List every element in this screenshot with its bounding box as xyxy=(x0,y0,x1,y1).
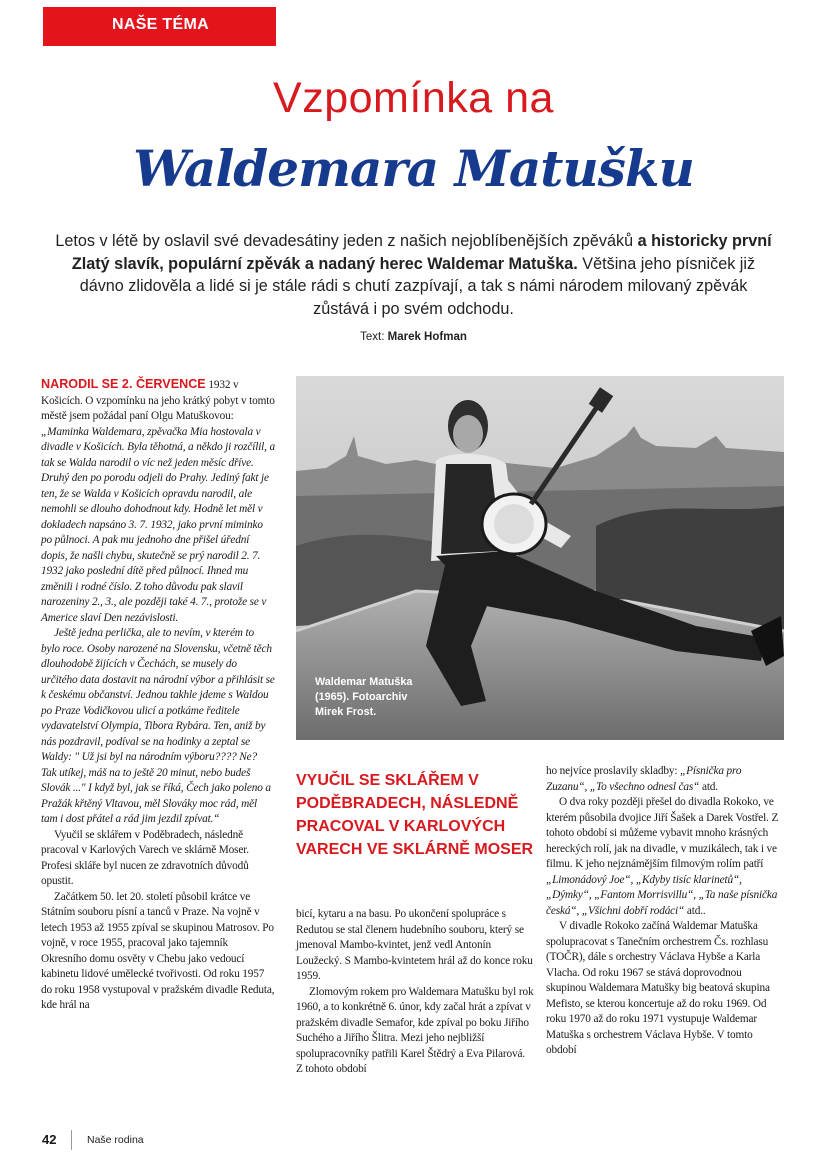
photo-caption: Waldemar Matuška (1965). Fotoarchiv Mirek Frost. xyxy=(315,676,413,718)
paragraph: bicí, kytaru a na basu. Po ukončení spolupráce s Redutou se stal členem hudebního souboru, který se jmenoval Mambo-kvintet, jenž vedl Antonín Loužecký. S Mambo-kvintetem hrál až do konce roku 1959. xyxy=(296,908,533,982)
lead-text-2: Většina jeho písniček již dávno zlidověla a lidé si je stále rádi s chutí zazpívají, a tak s námi národem milovaný zpěvák zůstává i po svém odchodu. xyxy=(79,254,756,318)
quote-text: „Maminka Waldemara, zpěvačka Mia hostovala v divadle v Košicích. Byla těhotná, a někdo ji rozčílil, a tak se Walda narodil o víc než jeden měsíc dříve. Druhý den po porodu odjeli do Prahy. Jediný fakt je ten, že se Walda v Košicích opravdu narodil, ale nemohli se dlouho dohodnout kdy. Hodně let měl v dokladech napsáno 3. 7. 1932, jako první miminko po půlnoci. A pak mu jednoho dne přišel úřední dopis, že našli chybu, skutečně se prý narodil 2. 7. 1932 jako poslední dítě před půlnocí. Ihned mu změnili i rodné číslo. Z toho důvodu pak slavil narozeniny 2., 3., ale později také 4. 7., protože se v Americe slaví Den nezávislosti. xyxy=(41,425,276,624)
paragraph-text: atd.. xyxy=(684,904,706,917)
song-titles: „Písnička pro Zuzanu“, „To všechno odnesl čas“ xyxy=(546,765,742,793)
paragraph-text: ho nejvíce proslavily skladby: xyxy=(546,765,681,777)
paragraph-text: O dva roky později přešel do divadla Rokoko, ve kterém působila dvojice Jiří Šašek a Darek Vostřel. Z tohoto období si můžeme vybavit mnoho krásných hereckých rolí, jak na divadle, v muzikálech, tak i ve filmu. K jeho nejznámějším filmovým rolím patří xyxy=(546,796,779,870)
paragraph: Začátkem 50. let 20. století působil krátce ve Státním souboru písní a tanců v Praze. Na vojně v letech 1953 až 1955 zpíval se skupinou Matrosov. Po vojně, v roce 1955, pracoval jako tajemník Okresního domu osvěty v Chebu jako vedoucí kabinetu lidové umělecké tvořivosti. Od roku 1957 do roku 1958 vystupoval v pražském divadle Reduta, kde hrál na xyxy=(41,890,275,1011)
subheading: VYUČIL SE SKLÁŘEM V PODĚBRADECH, NÁSLEDNĚ PRACOVAL V KARLOVÝCH VARECH VE SKLÁRNĚ MOSER xyxy=(296,772,534,858)
credit-author: Marek Hofman xyxy=(387,331,467,343)
article-column-1 xyxy=(41,377,275,1014)
article-column-2 xyxy=(296,907,534,1078)
quote-text: Ještě jedna perlička, ale to nevím, v kterém to bylo roce. Osoby narozené na Slovensku, včetně těch dlouhodobě žijících v Čechách, se musely do určitého data dostavit na národní výbor a přihlásit se k českému občanství. Jednou takhle jdeme s Waldou po Praze Vodičkovou ulicí a potkáme ředitele vydavatelství Olympia, Tibora Rybára. Ten, aniž by nás pozdravil, podíval se na hodinky a zeptal se Waldy: " Už jsi byl na národním výboru???? Ne? Tak utíkej, máš na to ještě 20 minut, nebo budeš Slovák ..." I když byl, jak se říká, Čech jako poleno a Pražák křtěný Vltavou, měl Slováky moc rád, měl tam i dost přátel a rád jim jezdil zpívat.“ xyxy=(41,627,275,825)
section-tag-label: NAŠE TÉMA xyxy=(112,16,209,33)
author-credit xyxy=(0,331,827,343)
paragraph xyxy=(546,795,784,919)
lead-paragraph xyxy=(50,230,777,320)
paragraph: Vyučil se sklářem v Poděbradech, následně pracoval v Karlových Varech ve sklárně Moser. Profesi skláře byl nucen ze zdravotních důvodů opustit. xyxy=(41,828,249,887)
title-line-1: Vzpomínka na xyxy=(273,74,554,122)
photo-waldemar-matuska xyxy=(296,376,784,740)
paragraph: Zlomovým rokem pro Waldemara Matušku byl rok 1960, a to konkrétně 6. únor, kdy začal hrát a zpívat v pražském divadle Semafor, kde zpíval po boku Jiřího Suchého a Jiřího Šlitra. Mezi jeho nejbližší spolupracovníky patřili Karel Štědrý a Eva Pilarová. Z tohoto období xyxy=(296,985,534,1075)
section-tag xyxy=(43,7,276,46)
title-line-2: Waldemara Matušku xyxy=(133,139,694,198)
paragraph: V divadle Rokoko začíná Waldemar Matuška spolupracovat s Tanečním orchestrem Čs. rozhlasu (TOČR), dále s orchestry Václava Hybše a Karla Vlacha. Od roku 1967 se stává doprovodnou skupinou Waldemara Matušky big beatová skupina Mefisto, se kterou koncertuje až do roku 1969. Od roku 1970 až do roku 1971 vystupuje Waldemar Matuška s orchestrem Václava Hybše. V tomto období xyxy=(546,920,770,1056)
lead-bold: a historicky první Zlatý slavík, populární zpěvák a nadaný herec Waldemar Matuška. xyxy=(71,232,772,273)
paragraph xyxy=(41,626,275,828)
paragraph xyxy=(546,764,784,795)
footer-divider xyxy=(71,1130,72,1150)
paragraph xyxy=(41,377,275,626)
page-number: 42 xyxy=(42,1132,57,1147)
magazine-name: Naše rodina xyxy=(87,1134,144,1146)
lead-text-1: Letos v létě by oslavil své devadesátiny jeden z našich nejoblíbenějších zpěváků xyxy=(55,232,638,250)
paragraph-text: 1932 v Košicích. O vzpomínku na jeho krátký pobyt v tomto městě jsem požádal paní Olgu Matuškovou: xyxy=(41,379,275,422)
article-column-3 xyxy=(546,764,784,1059)
paragraph-text: atd. xyxy=(699,780,718,793)
run-in-heading: NARODIL SE 2. ČERVENCE xyxy=(41,377,206,391)
credit-label: Text: xyxy=(360,331,385,343)
film-titles: „Limonádový Joe“, „Kdyby tisíc klarinetů“, „Dýmky“, „Fantom Morrisvillu“, „Ta naše písnička česká“, „Všichni dobří rodáci“ xyxy=(546,873,778,917)
